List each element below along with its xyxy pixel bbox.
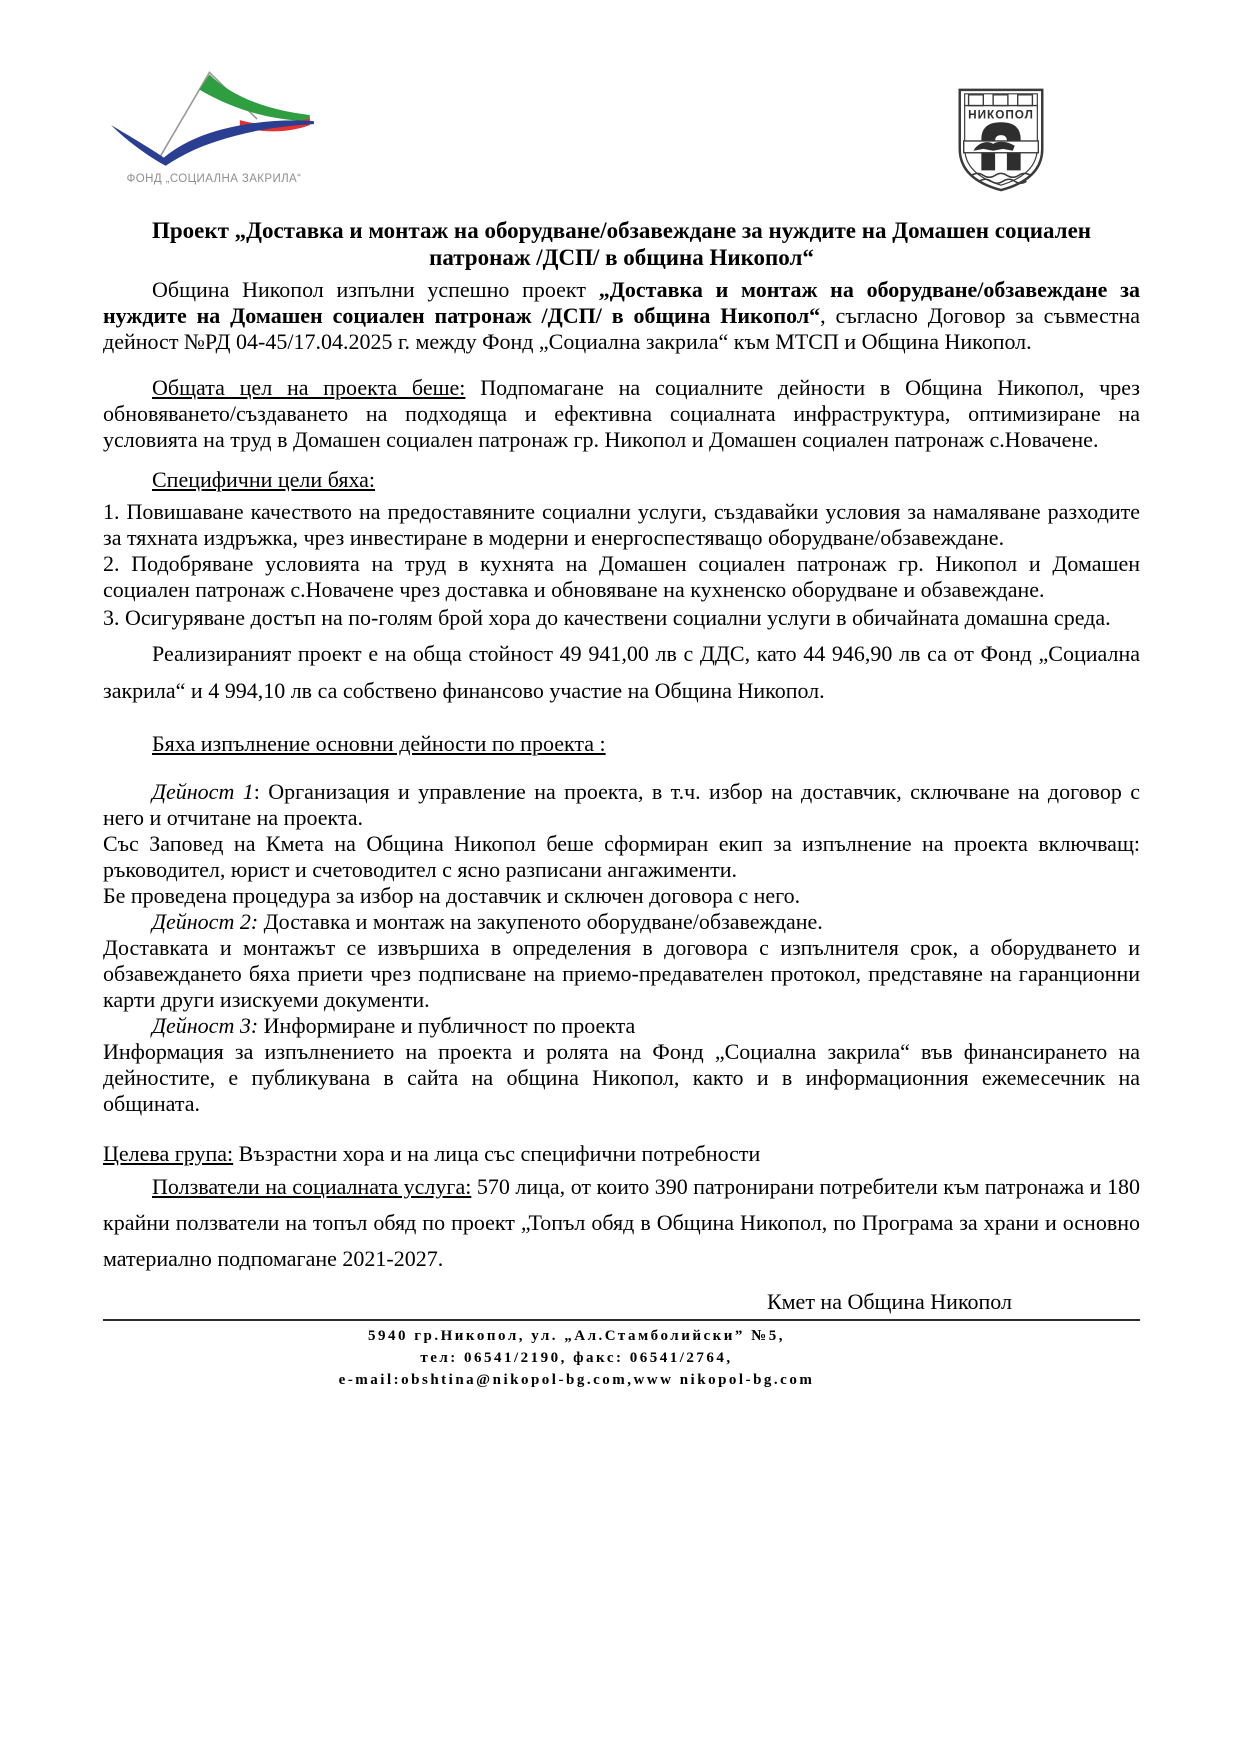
target-group-text: Възрастни хора и на лица със специфични потребности bbox=[233, 1141, 761, 1166]
nikopol-coat-of-arms bbox=[955, 84, 1047, 199]
budget-paragraph: Реализираният проект е на обща стойност 49 941,00 лв с ДДС, като 44 946,90 лв са от Фонд „Социална закрила“ и 4 994,10 лв са собствено финансово участие на Община Никопол. bbox=[103, 641, 1140, 703]
document-header bbox=[0, 0, 1240, 187]
general-goal-text: Подпомагане на социалните дейности в Община Никопол, чрез обновяването/създаването на подходяща и ефективна социалната инфраструктура, оптимизиране на условията на труд в Домашен социален патронаж гр. Никопол и Домашен социален патронаж с.Новачене. bbox=[103, 375, 1140, 452]
shield-city-name: НИКОПОЛ bbox=[968, 108, 1034, 122]
title-line-2: патронаж /ДСП/ в община Никопол“ bbox=[429, 245, 814, 270]
activity-2-delivery-paragraph: Доставката и монтажът се извършиха в определения в договора с изпълнителя срок, а оборудването и обзавеждането бяха приети чрез подписване на приемо-предавателен протокол, представяне на гаранционни карти други изискуеми документи. bbox=[103, 935, 1140, 1012]
footer-address: 5940 гр.Никопол, ул. „Ал.Стамболийски” №5, bbox=[367, 1328, 786, 1344]
activity-3-label: Дейност 3: bbox=[152, 1013, 259, 1038]
footer-phone-fax: тел: 06541/2190, факс: 06541/2764, bbox=[420, 1350, 733, 1366]
goal-item-2: 2. Подобряване условията на труд в кухнята на Домашен социален патронаж гр. Никопол и Домашен социален патронаж с.Новачене чрез доставка и обновяване на кухненско оборудване и обзавеждане. bbox=[103, 551, 1140, 602]
activity-2-label: Дейност 2: bbox=[152, 909, 259, 934]
title-line-1: Проект „Доставка и монтаж на оборудване/обзавеждане за нуждите на Домашен социален bbox=[151, 218, 1092, 243]
page-title bbox=[103, 217, 1140, 271]
intro-text-1: Община Никопол изпълни успешно проект bbox=[152, 277, 599, 302]
activities-heading-text: Бяха изпълнение основни дейности по проекта : bbox=[152, 731, 606, 756]
activity-3-paragraph bbox=[103, 1013, 1140, 1039]
intro-project-name: „Доставка и монтаж на оборудване/обзавеждане за нуждите на Домашен социален патронаж /ДСП/ в община Никопол“ bbox=[103, 277, 1140, 328]
activities-heading bbox=[103, 731, 1140, 757]
activity-3-publicity-paragraph: Информация за изпълнението на проекта и ролята на Фонд „Социална закрила“ във финансирането на дейностите, е публикувана в сайта на община Никопол, както и в информационния ежемесечник на общината. bbox=[103, 1039, 1140, 1116]
activity-1-text: : Организация и управление на проекта, в т.ч. избор на доставчик, сключване на договор с него и отчитане на проекта. bbox=[103, 779, 1140, 830]
activity-2-paragraph bbox=[103, 909, 1140, 935]
fund-logo-icon bbox=[105, 62, 323, 166]
intro-text-2: , съгласно Договор за съвместна дейност №РД 04-45/17.04.2025 г. между Фонд „Социална закрила“ към МТСП и Община Никопол. bbox=[103, 303, 1140, 354]
intro-paragraph bbox=[103, 277, 1140, 355]
target-group-paragraph bbox=[103, 1141, 1140, 1167]
activity-1-procedure-paragraph: Бе проведена процедура за избор на доставчик и сключен договора с него. bbox=[103, 883, 801, 908]
activity-2-text: Доставка и монтаж на закупеното оборудване/обзавеждане. bbox=[258, 909, 823, 934]
nikopol-shield-icon bbox=[955, 84, 1047, 194]
general-goal-label: Общата цел на проекта беше: bbox=[152, 375, 466, 400]
goal-item-3: 3. Осигуряване достъп на по-голям брой хора до качествени социални услуги в обичайната домашна среда. bbox=[103, 605, 1111, 630]
signature-line: Кмет на Община Никопол bbox=[766, 1289, 1012, 1314]
general-goal-paragraph bbox=[103, 375, 1140, 453]
users-paragraph bbox=[103, 1169, 1140, 1277]
specific-goals-heading-text: Специфични цели бяха: bbox=[152, 467, 376, 492]
activity-1-team-paragraph: Със Заповед на Кмета на Община Никопол беше сформиран екип за изпълнение на проекта включващ: ръководител, юрист и счетоводител с ясно разписани ангажименти. bbox=[103, 831, 1140, 882]
fund-logo-caption: ФОНД „СОЦИАЛНА ЗАКРИЛА“ bbox=[126, 173, 302, 185]
users-text: 570 лица, от които 390 патронирани потребители към патронажа и 180 крайни ползватели на топъл обяд по проект „Топъл обяд в Община Никопол, по Програма за храни и основно материално подпомагане 2021-2027. bbox=[103, 1174, 1140, 1271]
target-group-label: Целева група: bbox=[103, 1141, 234, 1166]
document-footer bbox=[103, 1319, 1140, 1391]
specific-goals-heading bbox=[103, 467, 1140, 493]
activity-3-text: Информиране и публичност по проекта bbox=[258, 1013, 636, 1038]
footer-email-web: e-mail:obshtina@nikopol-bg.com,www nikopol-bg.com bbox=[338, 1372, 815, 1388]
activity-1-paragraph bbox=[103, 779, 1140, 831]
goal-item-1: 1. Повишаване качеството на предоставяните социални услуги, създавайки условия за намаляване разходите за тяхната издръжка, чрез инвестиране в модерни и енергоспестяващо оборудване/обзавеждане. bbox=[103, 499, 1140, 550]
fund-social-protection-logo bbox=[105, 62, 323, 185]
users-label: Ползватели на социалната услуга: bbox=[152, 1174, 472, 1199]
activity-1-label: Дейност 1 bbox=[152, 779, 254, 804]
document-body bbox=[0, 217, 1240, 1391]
